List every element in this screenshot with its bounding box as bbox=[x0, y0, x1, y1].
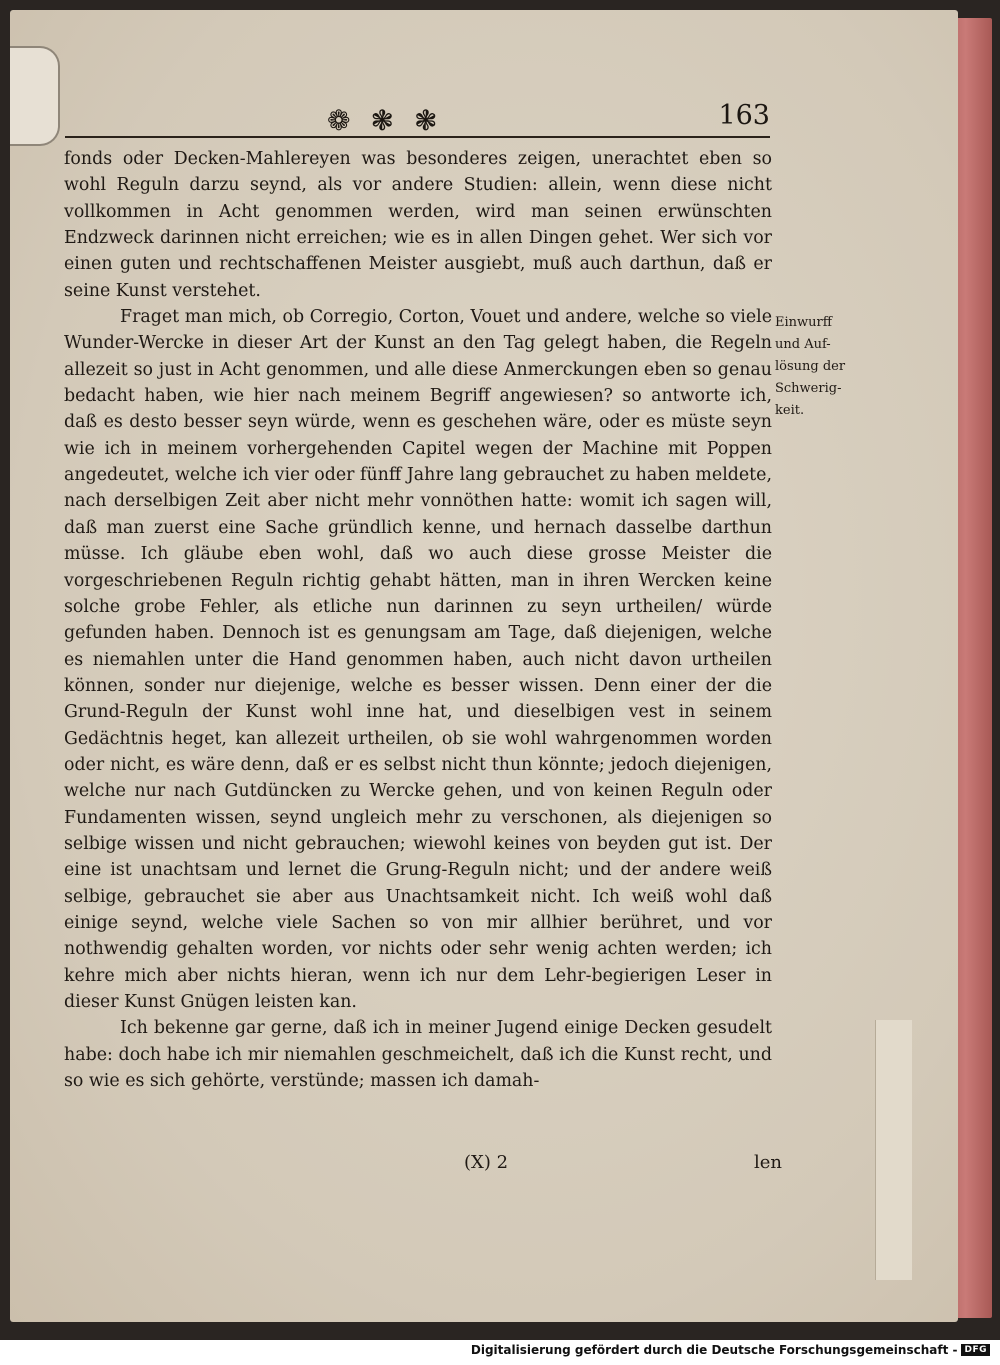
ornament-icon: ❃ bbox=[370, 104, 394, 137]
page-header bbox=[65, 100, 770, 140]
marginal-line: und Auf- bbox=[775, 337, 831, 352]
paper-strip bbox=[875, 1020, 912, 1280]
header-rule bbox=[65, 136, 770, 138]
body-text bbox=[64, 146, 772, 1094]
catch-line bbox=[64, 1152, 782, 1180]
catchword: len bbox=[753, 1152, 782, 1173]
marginal-line: keit. bbox=[775, 403, 805, 418]
marginal-line: lösung der bbox=[775, 359, 846, 374]
digitization-text: Digitalisierung gefördert durch die Deutsche Forschungsgemeinschaft - bbox=[470, 1343, 958, 1357]
ornament-icon: ❃ bbox=[413, 104, 438, 137]
digitization-footer bbox=[471, 1343, 990, 1357]
dfg-logo: DFG bbox=[961, 1344, 990, 1356]
signature-mark: (X) 2 bbox=[464, 1152, 509, 1173]
page-clasp bbox=[10, 46, 60, 146]
paragraph: fonds oder Decken-Mahlereyen was besonderes zeigen, unerachtet eben so wohl Reguln darzu seynd, als vor andere Studien: allein, wenn diese nicht vollkommen in Acht genommen werden, wird man seinen erwünschten Endzweck darinnen nicht erreichen; wie es in allen Dingen gehet. Wer sich vor einen guten und rechtschaffenen Meister ausgiebt, muß auch darthun, daß er seine Kunst verstehet. bbox=[64, 149, 772, 301]
page-number: 163 bbox=[718, 100, 770, 131]
ornament-icon: ❁ bbox=[327, 104, 351, 137]
marginal-note bbox=[775, 312, 855, 422]
marginal-line: Schwerig- bbox=[775, 381, 842, 396]
paragraph: Ich bekenne gar gerne, daß ich in meiner Jugend einige Decken gesudelt habe: doch habe ich mir niemahlen geschmeichelt, daß ich die Kunst recht, und so wie es sich gehörte, verstünde; massen ich damah- bbox=[64, 1018, 772, 1092]
paragraph: Fraget man mich, ob Corregio, Corton, Vouet und andere, welche so viele Wunder-Wercke in dieser Art der Kunst an den Tag gelegt haben, die Regeln allezeit so just in Acht genommen, und alle diese Anmerckungen eben so genau bedacht haben, wie hier nach meinem Begriff angewiesen? so antworte ich, daß es desto besser seyn würde, wenn es geschehen wäre, oder es müste seyn wie ich in meinem vorhergehenden Capitel wegen der Machine mit Poppen angedeutet, welche ich vier oder fünff Jahre lang gebrauchet zu haben meldete, nach derselbigen Zeit aber nicht mehr vonnöthen hatte: womit ich sagen will, daß man zuerst eine Sache gründlich kenne, und hernach dasselbe darthun müsse. Ich gläube eben wohl, daß wo auch diese grosse Meister die vorgeschriebenen Reguln richtig gehabt hätten, man in ihren Wercken keine solche grobe Fehler, als etliche nun darinnen zu seyn urtheilen/ würde gefunden haben. Dennoch ist es genungsam am Tage, daß diejenigen, welche es niemahlen unter die Hand genommen haben, auch nicht davon urtheilen können, sonder nur diejenige, welche es besser wissen. Denn einer der die Grund-Reguln der Kunst wohl inne hat, und dieselbigen vest in seinem Gedächtnis heget, kan allezeit urtheilen, ob sie wohl wahrgenommen worden oder nicht, es wäre denn, daß er es selbst nicht thun könnte; jedoch diejenigen, welche nur nach Gutdüncken zu Wercke gehen, und von keinen Reguln oder Fundamenten wissen, seynd ungleich mehr zu verschonen, als diejenigen so selbige wissen und nicht gebrauchen; wiewohl keines von beyden gut ist. Der eine ist unachtsam und lernet die Grung-Reguln nicht; und der andere weiß selbige, gebrauchet sie aber aus Unachtsamkeit nicht. Ich weiß wohl daß einige seynd, welche viele Sachen so von mir allhier berühret, und vor nothwendig gehalten worden, vor nichts oder sehr wenig achten werden; ich kehre mich aber nichts hieran, wenn ich nur dem Lehr-begierigen Leser in dieser Kunst Gnügen leisten kan. bbox=[64, 307, 772, 1012]
marginal-line: Einwurff bbox=[775, 315, 832, 330]
header-ornaments bbox=[327, 104, 437, 137]
